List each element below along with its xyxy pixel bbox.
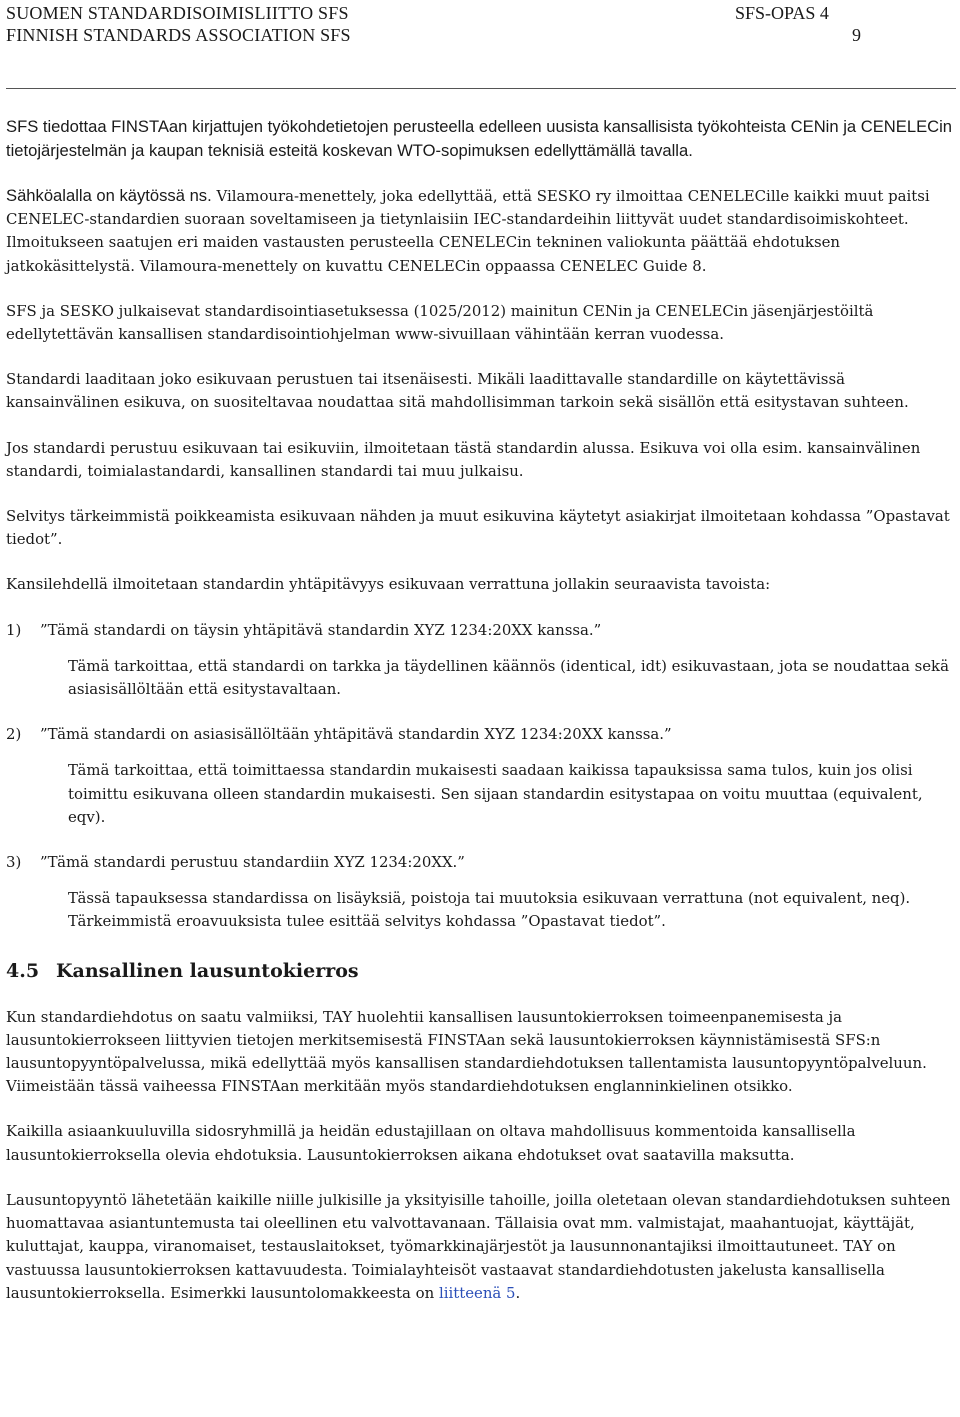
paragraph-stakeholders: Kaikilla asiaankuuluvilla sidosryhmillä ja heidän edustajillaan on oltava mahdollisuus kommentoida kansallisella lausuntokierroksella olevia ehdotuksia. Lausuntokierroksen aikana ehdotukset ovat saatavilla maksutta. [6, 1122, 856, 1164]
list-item-statement: ”Tämä standardi on täysin yhtäpitävä standardin XYZ 1234:20XX kanssa.” [40, 620, 602, 639]
header-org-en: FINNISH STANDARDS ASSOCIATION SFS [6, 25, 351, 45]
paragraph-comment-round: Kun standardiehdotus on saatu valmiiksi, TAY huolehtii kansallisen lausuntokierroksen toimeenpanemisesta ja lausuntokierrokseen liittyvien tietojen merkitsemisestä FINSTAan sekä lausuntokierroksen käynnistämisestä SFS:n lausuntopyyntöpalvelussa, mikä edellyttää myös kansallisen standardiehdotuksen tallentamista lausuntopyyntöpalveluun. Viimeistään tässä vaiheessa FINSTAan merkitään myös standardiehdotuksen englanninkielinen otsikko. [6, 1007, 927, 1096]
page-content [6, 115, 956, 1305]
list-item-explanation: Tässä tapauksessa standardissa on lisäyksiä, poistoja tai muutoksia esikuvaan verrattuna (not equivalent, neq). Tärkeimmistä eroavuuksista tulee esittää selvitys kohdassa ”Opastavat tiedot”. [68, 889, 911, 931]
paragraph-cover-page: Kansilehdellä ilmoitetaan standardin yhtäpitävyys esikuvaan verrattuna jollakin seuraavista tavoista: [6, 575, 771, 594]
header-rule [6, 88, 956, 89]
paragraph-comment-request-body: Lausuntopyyntö lähetetään kaikille niille julkisille ja yksityisille tahoille, joilla oletetaan olevan standardiehdotuksen suhteen huomattavaa asiantuntemusta tai oleellinen etu valvottavanaan. Tällaisia ovat mm. valmistajat, maahantuojat, käyttäjät, kuluttajat, kauppa, viranomaiset, testauslaitokset, työmarkkinajärjestöt ja lausunnonantajiksi ilmoittautuneet. TAY on vastuussa lausuntokierroksen kattavuudesta. Toimialayhteisöt vastaavat standardiehdotusten jakelusta kansallisella lausuntokierroksella. Esimerkki lausuntolomakkeesta on [6, 1190, 951, 1302]
list-item-number: 2) [6, 725, 22, 744]
paragraph-vilamoura-body: Vilamoura-menettely, joka edellyttää, että SESKO ry ilmoittaa CENELECille kaikki muut paitsi CENELEC-standardien suoraan soveltamiseen ja tietynlaisiin IEC-standardeihin liittyvät uudet standardisoimiskohteet. Ilmoitukseen saatujen eri maiden vastausten perusteella CENELECin tekninen valiokunta päättää ehdotuksen jatkokäsittelystä. Vilamoura-menettely on kuvattu CENELECin oppaassa CENELEC Guide 8. [6, 187, 930, 275]
section-number: 4.5 [6, 959, 40, 982]
paragraph-comment-request-end: . [515, 1283, 521, 1302]
list-item-number: 1) [6, 620, 22, 639]
paragraph-deviations: Selvitys tärkeimmistä poikkeamista esikuvaan nähden ja muut esikuvina käytetyt asiakirjat ilmoitetaan kohdassa ”Opastavat tiedot”. [6, 507, 950, 549]
appendix-5-link[interactable]: liitteenä 5 [438, 1283, 516, 1302]
section-title: Kansallinen lausuntokierros [56, 959, 359, 982]
list-item [6, 851, 956, 934]
list-item-body [40, 723, 956, 829]
header-doc-id: SFS-OPAS 4 [735, 3, 829, 23]
list-item-body [40, 851, 956, 934]
paragraph-model-notice: Jos standardi perustuu esikuvaan tai esikuviin, ilmoitetaan tästä standardin alussa. Esikuva voi olla esim. kansainvälinen standardi, toimialastandardi, kansallinen standardi tai muu julkaisu. [6, 438, 921, 480]
list-item [6, 619, 956, 702]
list-item-statement: ”Tämä standardi perustuu standardiin XYZ 1234:20XX.” [40, 853, 465, 872]
paragraph-finsta-notice: SFS tiedottaa FINSTAan kirjattujen työkohdetietojen perusteella edelleen uusista kansallisista työkohteista CENin ja CENELECin tietojärjestelmän ja kaupan teknisiä esteitä koskevan WTO-sopimuksen edellyttämällä tavalla. [6, 117, 953, 160]
list-item-statement: ”Tämä standardi on asiasisällöltään yhtäpitävä standardin XYZ 1234:20XX kanssa.” [40, 725, 672, 744]
list-item-number: 3) [6, 853, 22, 872]
section-heading [6, 958, 956, 984]
paragraph-model-standard: Standardi laaditaan joko esikuvaan perustuen tai itsenäisesti. Mikäli laadittavalle standardille on käytettävissä kansainvälinen esikuva, on suositeltavaa noudattaa sitä mahdollisimman tarkoin sekä sisällön että esitystavan suhteen. [6, 370, 909, 412]
paragraph-comment-request [6, 1189, 956, 1305]
paragraph-vilamoura [6, 184, 956, 278]
list-item-body [40, 619, 956, 702]
paragraph-vilamoura-lead: Sähköalalla on käytössä ns. [6, 186, 212, 205]
list-item-explanation: Tämä tarkoittaa, että toimittaessa standardin mukaisesti saadaan kaikissa tapauksissa sama tulos, kuin jos olisi toimittu esikuvana olleen standardin mukaisesti. Sen sijaan standardin esitystapaa on voitu muuttaa (equivalent, eqv). [68, 761, 923, 826]
list-item [6, 723, 956, 829]
equivalence-list [6, 619, 956, 934]
header-org-fi: SUOMEN STANDARDISOIMISLIITTO SFS [6, 3, 349, 23]
list-item-explanation: Tämä tarkoittaa, että standardi on tarkka ja täydellinen käännös (identical, idt) esikuvastaan, jota se noudattaa sekä asiasisällöltään että esitystavaltaan. [68, 656, 949, 699]
paragraph-standardisation-programme: SFS ja SESKO julkaisevat standardisointiasetuksessa (1025/2012) mainitun CENin ja CENELECin jäsenjärjestöiltä edellytettävän kansallisen standardisointiohjelman www-sivuillaan vähintään kerran vuodessa. [6, 301, 874, 344]
header-page-number: 9 [852, 25, 861, 45]
page-header [0, 0, 960, 92]
